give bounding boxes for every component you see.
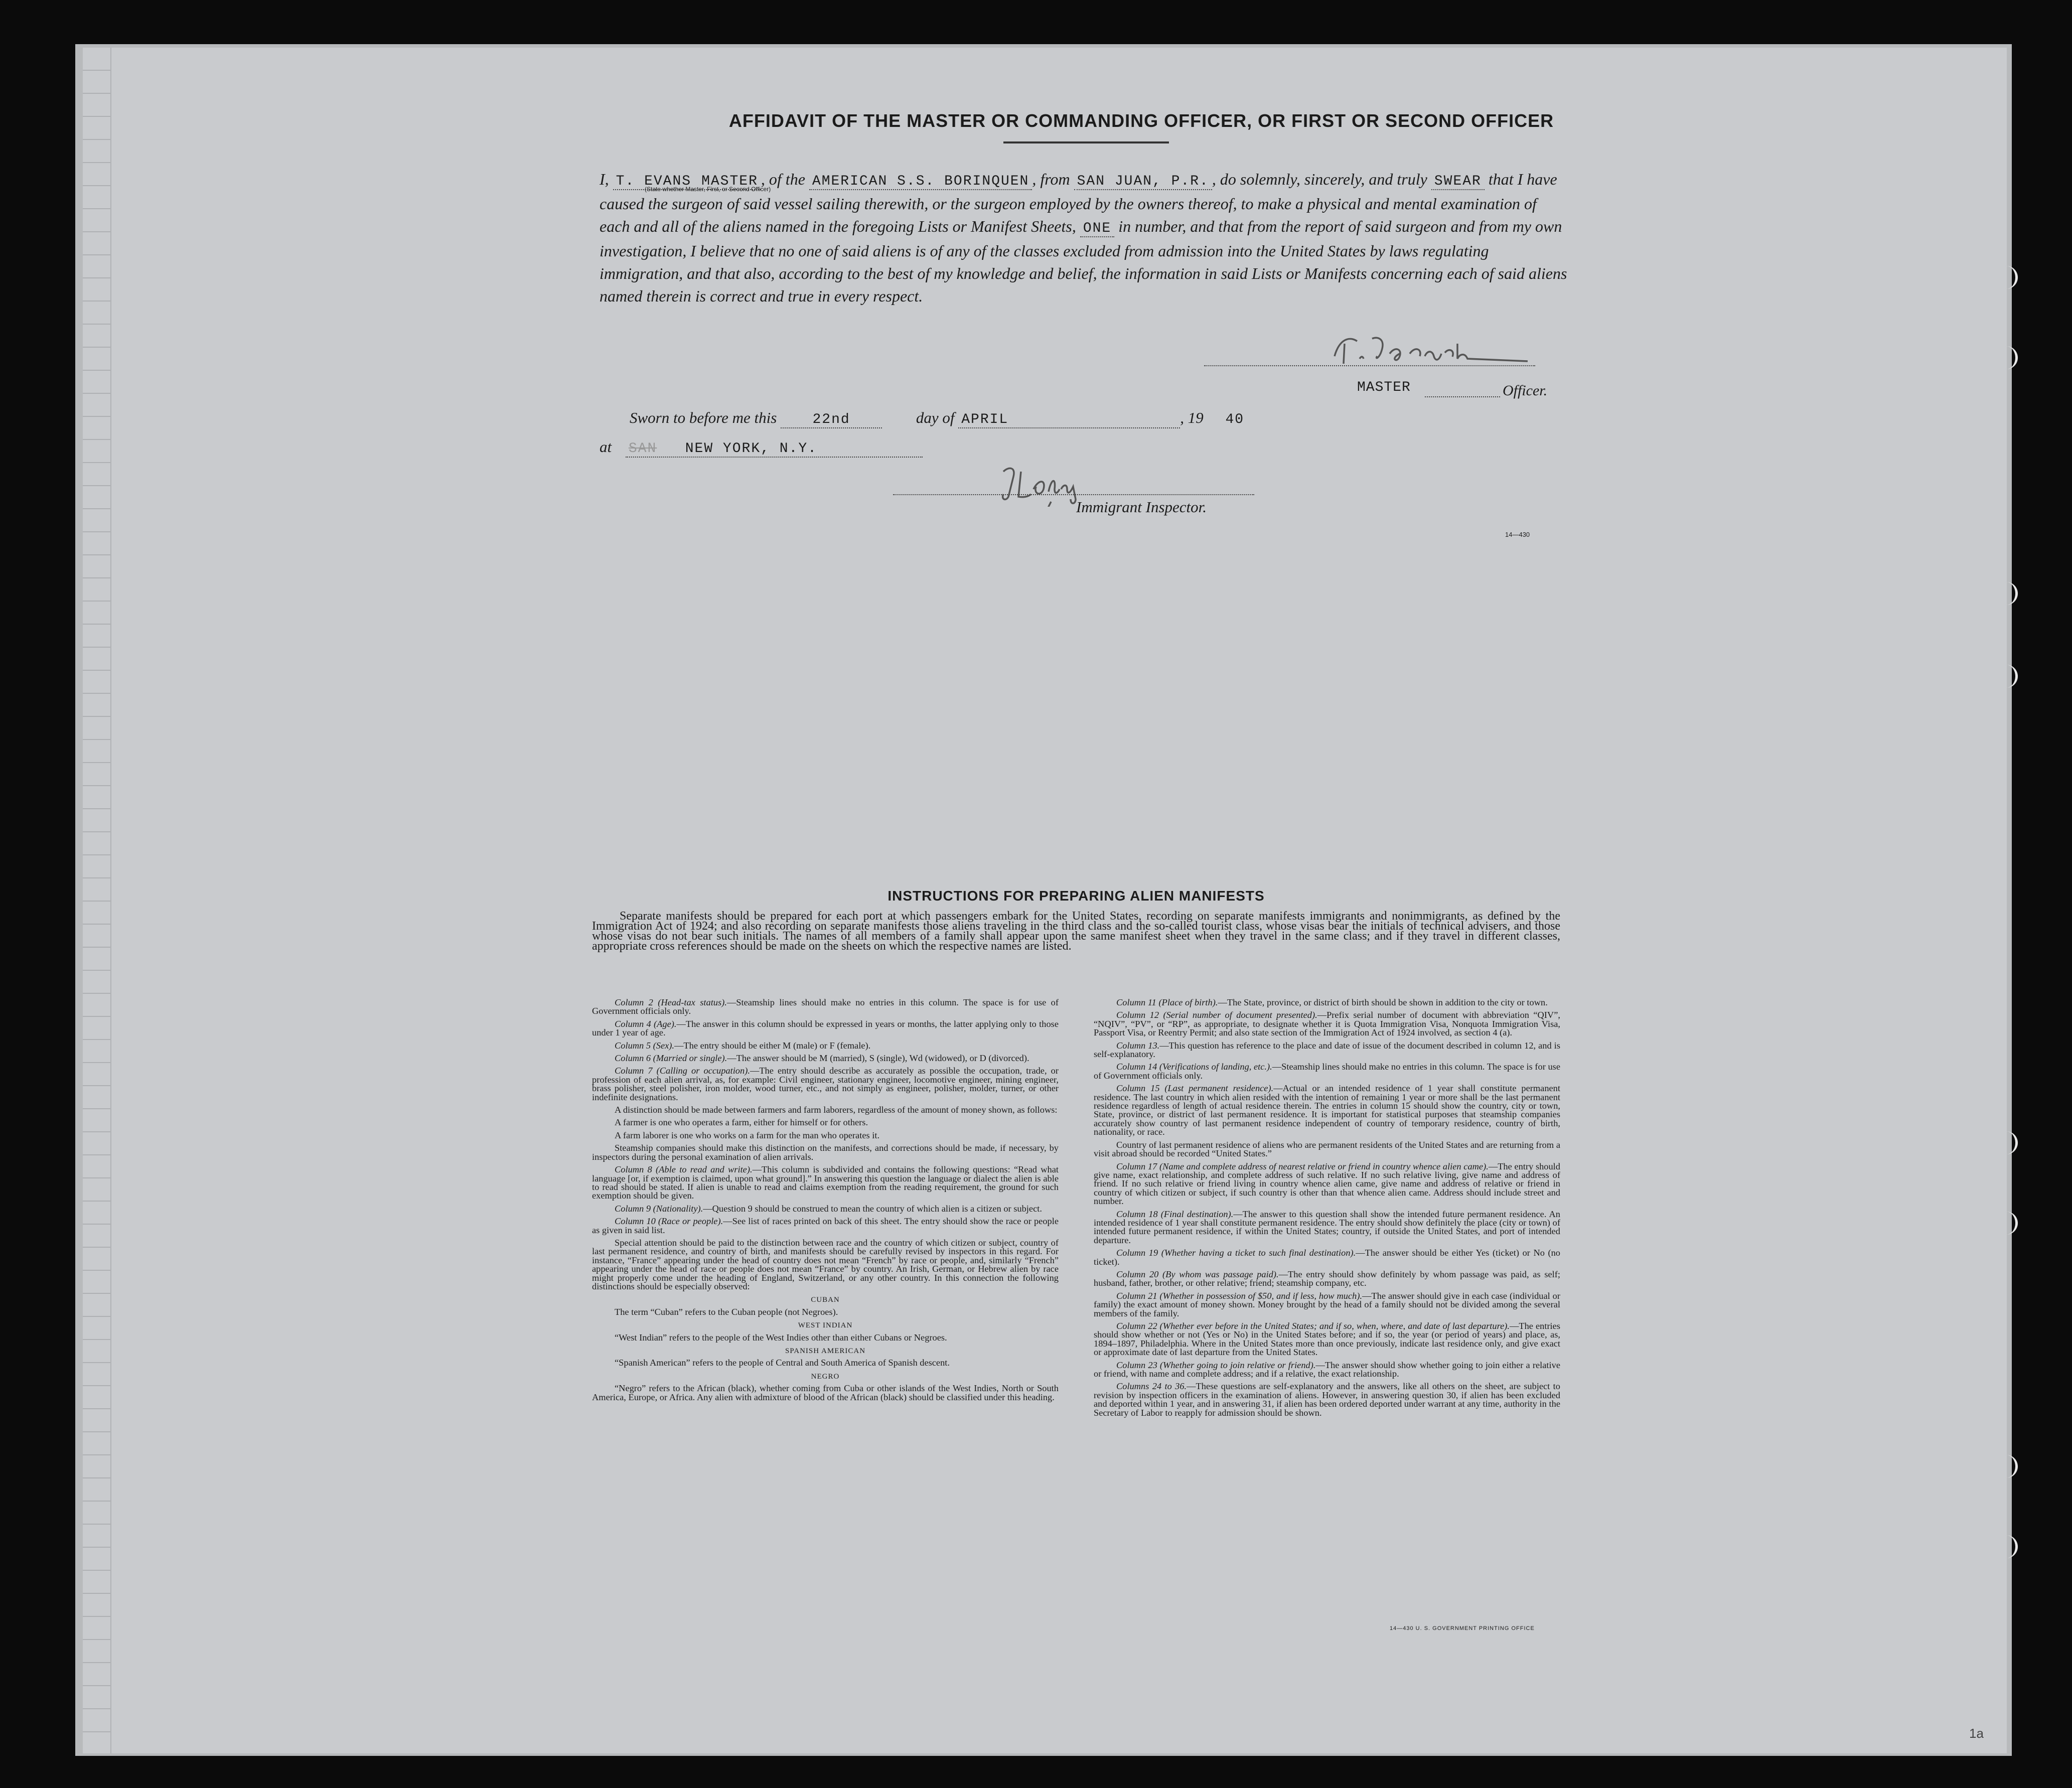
instruction-paragraph [592,998,1059,1016]
binder-hole [2004,665,2018,688]
instruction-text: Special attention should be paid to the distinction between race and the country of which citizen or subject, country of last permanent residence, and country of birth, and manifests should be carefully revised by inspectors in this regard. For instance, “France” appearing under the head of country does not mean “French” by race or people, and, similarly “French” appearing under the head of race or people does not mean “France” by country. An Irish, German, or Hebrew alien by race might properly come under the heading of England, Switzerland, or any other country. In this connection the following distinctions should be especially observed: [592,1237,1059,1291]
instruction-paragraph [1094,998,1560,1007]
instruction-heading: Column 15 (Last permanent residence). [1116,1083,1274,1094]
vessel-name: AMERICAN S.S. BORINQUEN [809,174,1032,190]
instructions-title: INSTRUCTIONS FOR PREPARING ALIEN MANIFESTS [887,888,1265,904]
form-number: 14—430 [1505,531,1530,538]
instruction-heading: Column 7 (Calling or occupation). [615,1066,750,1076]
left-paragraphs [592,998,1059,1291]
instruction-paragraph [1094,1210,1560,1245]
instruction-paragraph [592,1205,1059,1213]
cuban-text: The term “Cuban” refers to the Cuban people (not Negroes). [615,1306,838,1317]
binder-hole [2004,1131,2018,1154]
instruction-paragraph [1094,1084,1560,1136]
instruction-heading: Column 20 (By whom was passage paid). [1116,1269,1279,1279]
negro-heading: NEGRO [811,1372,840,1381]
instruction-text: A farmer is one who operates a farm, either for himself or for others. [615,1117,868,1128]
instruction-paragraph [592,1118,1059,1127]
left-margin-ruling [83,48,111,1753]
binder-hole [2004,1535,2018,1558]
instruction-heading: Column 9 (Nationality). [615,1203,703,1214]
instruction-paragraph [1094,1361,1560,1379]
instruction-text: Steamship companies should make this distinction on the manifests, and corrections should be made, if necessary, by inspectors during the personal examination of alien arrivals. [592,1143,1059,1162]
instruction-text: —Question 9 should be construed to mean the country of which alien is a citizen or subject. [703,1203,1042,1214]
instructions-right-column [1094,998,1560,1421]
at-label: at [600,438,612,456]
instruction-paragraph [592,1131,1059,1140]
instruction-text: —Steamship lines should make no entries in this column. The space is for use of Government officials only. [1094,1062,1560,1081]
instruction-text: —This column is subdivided and contains the following questions: “Read what language [or, if exemption is claimed, upon what ground].” In answering this question the language or dialect the alien is able to read should be stated. If alien is unable to read and claims exemption from the reading requirement, the ground for such exemption should be given. [592,1164,1059,1201]
instruction-text: —Actual or an intended residence of 1 year shall constitute permanent residence. The last country in which alien resided with the intention of remaining 1 year or more shall be the last permanent residence regardless of length of actual residence therein. The entries in column 15 should show the country, city or town, State, province, or district of last permanent residence. It is important for statistical purposes that steamship companies accurately show country of last permanent residence independent of country of temporary residence, country of birth, nationality, or race. [1094,1083,1560,1137]
inspector-signature-line [893,494,1254,495]
sworn-day: 22nd [781,412,882,428]
instruction-text: —Steamship lines should make no entries in this column. The space is for use of Government officials only. [592,997,1059,1016]
officer-rank: MASTER [698,174,761,190]
instruction-text: —The entry should be either M (male) or F (female). [674,1040,871,1051]
inspector-label: Immigrant Inspector. [1076,498,1207,516]
instruction-text: A distinction should be made between farmers and farm laborers, regardless of the amount of money shown, as follows: [615,1105,1058,1115]
instruction-paragraph [592,1165,1059,1201]
instruction-paragraph [1094,1141,1560,1158]
binder-hole [2004,346,2018,369]
instruction-heading: Column 18 (Final destination). [1116,1209,1234,1219]
instruction-text: —The answer in this column should be expressed in years or months, the latter applying only to those under 1 year of age. [592,1018,1059,1038]
instruction-paragraph [592,1217,1059,1235]
instruction-heading: Column 23 (Whether going to join relative or friend). [1116,1360,1316,1370]
instruction-text: —The answer should give in each case (individual or family) the exact amount of money shown. Money brought by the head of a family should not be divided among the several members of the family. [1094,1290,1560,1318]
instruction-paragraph [592,1239,1059,1291]
year-label: , 19 [1180,409,1204,426]
instruction-heading: Column 2 (Head-tax status). [615,997,727,1007]
instruction-text: —See list of races printed on back of this sheet. The entry should show the race or people as given in said list. [592,1216,1059,1235]
spanish-american-text: “Spanish American” refers to the people of Central and South America of Spanish descent. [615,1358,950,1368]
instruction-text: —The entry should show definitely by whom passage was paid, as self; husband, father, brother, or other relative; friend; steamship company, etc. [1094,1269,1560,1288]
instruction-paragraph [1094,1249,1560,1266]
day-of-label: day of [916,409,955,426]
struck-place: SAN [628,441,657,457]
instruction-text: —The answer should be M (married), S (single), Wd (widowed), or D (divorced). [727,1053,1029,1064]
instruction-paragraph [1094,1063,1560,1080]
sworn-line [630,409,1247,428]
instruction-paragraph [592,1106,1059,1114]
instruction-heading: Column 6 (Married or single). [615,1053,727,1064]
instruction-text: —Prefix serial number of document with abbreviation “QIV”, “NQIV”, “PV”, or “RP”, as appropriate, to designate whether it is Quota Immigration Visa, Nonquota Immigration Visa, Passport Visa, or Reentry Permit; and also state section of the Immigration Act of 1924 involved, as section 4 (a). [1094,1010,1560,1038]
west-indian-text: “West Indian” refers to the people of the West Indies other than either Cubans or Negroes. [615,1332,947,1343]
sworn-place [626,441,923,458]
signer-title: MASTER [1357,380,1411,395]
instruction-paragraph [1094,1011,1560,1037]
departure-port: SAN JUAN, P.R. [1074,174,1212,190]
signature-line [1204,365,1535,366]
instruction-paragraph [1094,1292,1560,1318]
instruction-heading: Column 5 (Sex). [615,1040,675,1051]
instruction-heading: Column 13. [1116,1040,1160,1051]
instruction-heading: Column 21 (Whether in possession of $50, and if less, how much). [1116,1290,1363,1301]
instruction-heading: Column 22 (Whether ever before in the United States; and if so, when, where, and date of last departure). [1116,1321,1510,1331]
instruction-text: Country of last permanent residence of aliens who are permanent residents of the United States and are returning from a visit abroad should be recorded “United States.” [1094,1139,1560,1159]
text-body-1: that I have caused the surgeon of said vessel sailing therewith, or the surgeon employed by the owners thereof, to make a physical and mental examination of each and all of the aliens named in the foregoing Lists or Manifest Sheets, [600,170,1557,235]
instruction-heading: Column 17 (Name and complete address of nearest relative or friend in country whence alien came). [1116,1161,1489,1171]
instruction-paragraph [1094,1162,1560,1206]
binder-hole [2004,582,2018,605]
text-i: I, [600,170,609,188]
instruction-heading: Column 4 (Age). [615,1018,677,1029]
affidavit-title: AFFIDAVIT OF THE MASTER OR COMMANDING OFFICER, OR FIRST OR SECOND OFFICER [728,110,1554,131]
officer-label: Officer. [1503,382,1548,399]
west-indian-heading: WEST INDIAN [798,1321,853,1330]
text-solemnly: solemnly, sincerely, and truly [1240,170,1427,188]
instructions-left-column [592,998,1059,1406]
instruction-text: —These questions are self-explanatory and the answers, like all others on the sheet, are subject to revision by inspection officers in the examination of aliens. However, in answering question 30, if alien has been excluded and deported within 1 year, and in answering 31, if alien has been ordered deported under warrant at any time, authority in the Secretary of Labor to reapply for admission should be shown. [1094,1381,1560,1418]
officer-name: T. EVANS [613,174,694,190]
instruction-paragraph [1094,1382,1560,1417]
instruction-paragraph [592,1041,1059,1050]
binder-hole [2004,266,2018,289]
instruction-heading: Columns 24 to 36. [1116,1381,1187,1392]
binder-hole [2004,1212,2018,1235]
instruction-heading: Column 8 (Able to read and write). [615,1164,753,1175]
printer-imprint: 14—430 U. S. GOVERNMENT PRINTING OFFICE [1390,1625,1535,1631]
text-do: , do [1212,170,1236,188]
text-body-2: in number, and that from the report of said surgeon and from my own investigation, I believe that no one of said aliens is of any of the classes excluded from admission into the United States by laws regulating immigration, and that also, according to the best of my knowledge and belief, the information in said Lists or Manifests concerning each of said aliens named therein is correct and true in every respect. [600,217,1567,305]
sworn-month: APRIL [958,412,1180,428]
spanish-american-heading: SPANISH AMERICAN [785,1347,866,1355]
instruction-text: —This question has reference to the place and date of issue of the document described in column 12, and is self-explanatory. [1094,1040,1560,1060]
rank-note: (State whether Master, First, or Second Officer) [645,186,771,193]
instruction-paragraph [1094,1322,1560,1357]
binder-hole [2004,1455,2018,1478]
instruction-heading: Column 14 (Verifications of landing, etc.). [1116,1062,1272,1072]
cuban-heading: CUBAN [811,1296,840,1304]
instruction-paragraph [592,1054,1059,1063]
instruction-paragraph [592,1144,1059,1161]
text-of-the: , of the [761,170,805,188]
instruction-paragraph [1094,1041,1560,1059]
sworn-year: 40 [1225,412,1245,427]
instruction-heading: Column 11 (Place of birth). [1116,997,1218,1007]
text-from: , from [1032,170,1070,188]
instruction-paragraph [592,1020,1059,1037]
instruction-text: —The answer should be either Yes (ticket) or No (no ticket). [1094,1248,1560,1267]
instruction-text: —The answer should show whether going to join either a relative or friend, with name and complete address; and if a relative, the exact relationship. [1094,1360,1560,1379]
manifest-count: ONE [1080,221,1114,237]
instruction-heading: Column 10 (Race or people). [615,1216,723,1227]
title-underline [1003,141,1169,143]
instruction-text: —The entry should give name, exact relationship, and complete address of such relative. If no such relative living, give name and address of friend. If no such relative or friend living in country whence alien came, give name and address of relative or friend in country of which citizen or subject, if such country is other than that whence alien came. Address should include street and number. [1094,1161,1560,1207]
oath-word: SWEAR [1431,174,1485,190]
instruction-text: —The answer to this question shall show the intended future permanent residence. An intended residence of 1 year shall constitute permanent residence. The entry should show definitely the place (city or town) of intended future permanent residence, if within the United States; country, if outside the United States, and port of intended departure. [1094,1209,1560,1245]
instruction-paragraph [592,1067,1059,1102]
instruction-text: —The State, province, or district of birth should be shown in addition to the city or town. [1218,997,1548,1007]
instruction-heading: Column 12 (Serial number of document presented). [1116,1010,1317,1020]
instruction-text: —The entry should describe as accurately as possible the occupation, trade, or profession of each alien arrival, as, for example: Civil engineer, stationary engineer, locomotive engineer, mining engineer, brass polisher, steel polisher, iron molder, wood turner, etc., and not simply as engineer, polisher, molder, turner, or other indefinite designations. [592,1066,1059,1102]
negro-text: “Negro” refers to the African (black), whether coming from Cuba or other islands of the West Indies, North or South America, Europe, or Africa. Any alien with admixture of blood of the African (black) should be classified under this heading. [592,1383,1059,1402]
instructions-intro: Separate manifests should be prepared for each port at which passengers embark for the United States, recording on separate manifests immigrants and nonimmigrants, as defined by the Immigration Act of 1924; and also recording on separate manifests those aliens traveling in the third class and the so-called tourist class, whose visas bear the initials of technical advisers, and those whose visas do not bear such initials. The names of all members of a family shall appear upon the same manifest sheet when they travel in the same class; and if they travel in different classes, appropriate cross references should be made on the sheets on which the respective names are listed. [592,910,1560,953]
instruction-text: A farm laborer is one who works on a farm for the man who operates it. [615,1130,880,1140]
instruction-paragraph [1094,1270,1560,1288]
sworn-label: Sworn to before me this [630,409,777,426]
page-number: 1a [1969,1726,1984,1741]
instruction-heading: Column 19 (Whether having a ticket to such final destination). [1116,1248,1356,1258]
at-line [600,438,923,458]
place-name: NEW YORK, N.Y. [685,441,817,457]
right-paragraphs [1094,998,1560,1417]
master-signature [1329,329,1535,369]
instruction-text: —The entries should show whether or not (Yes or No) in the United States before; and if so, the year (or period of years) and place, as, 1894–1897, Philadelphia. Where in the United States more than once previously, indicate last residence only, and give exact or approximate date of last departure from the United States. [1094,1321,1560,1358]
officer-line [1425,396,1500,397]
